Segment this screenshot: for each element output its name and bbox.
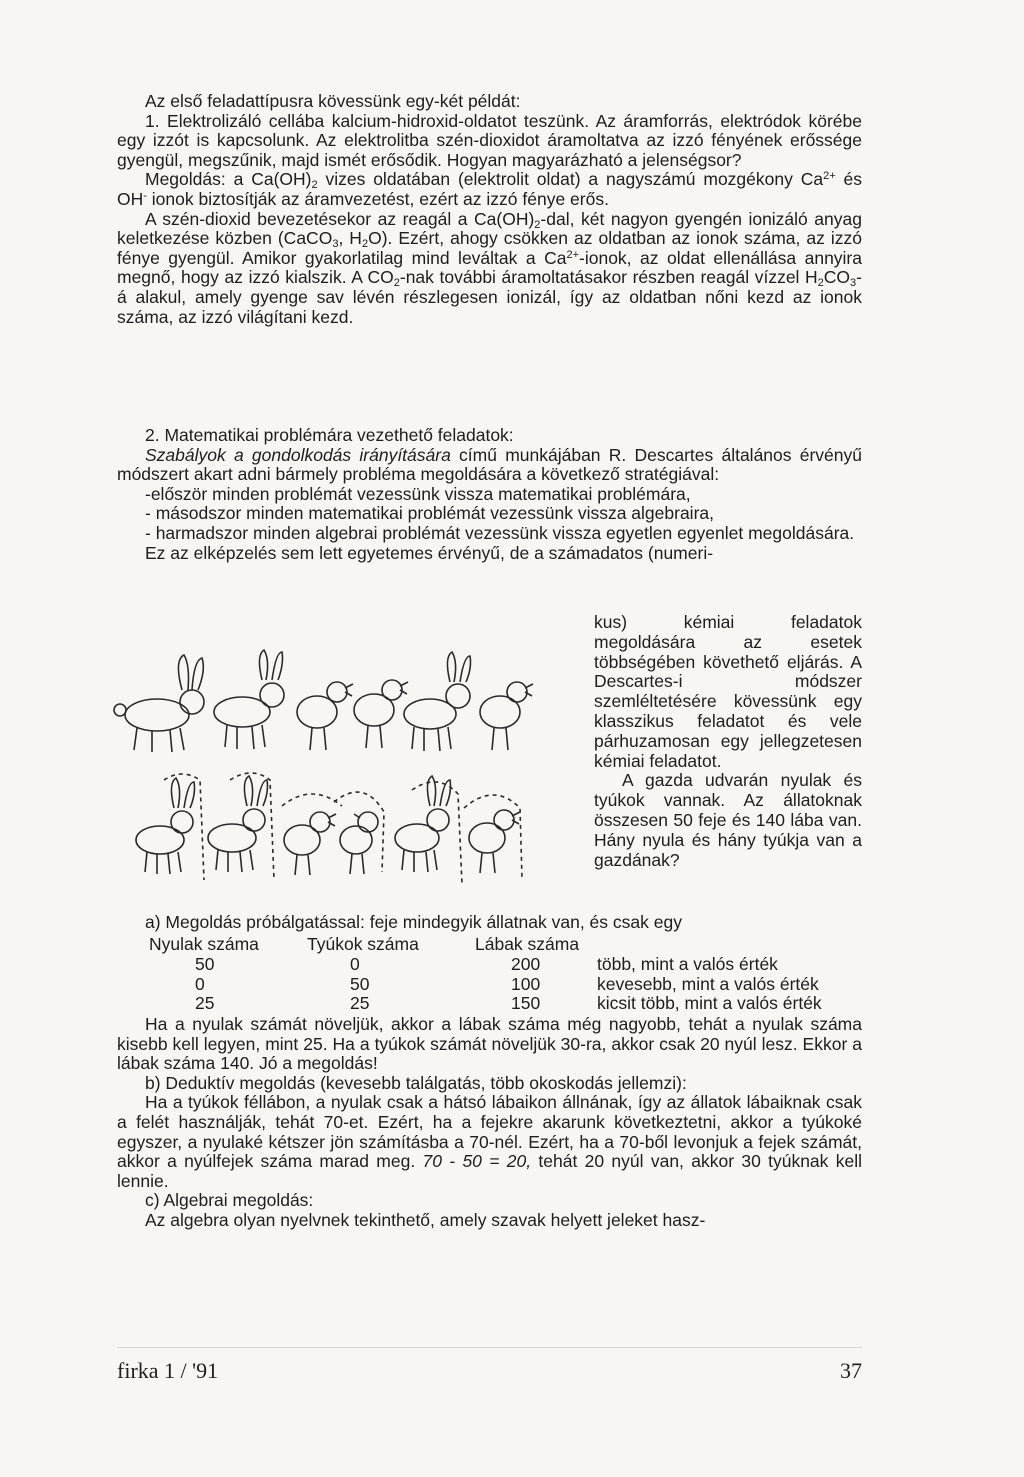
strategy-step-1: -először minden problémát vezessünk vissza matematikai problémára, <box>145 483 691 504</box>
subscript: 2 <box>534 218 541 231</box>
text-run: -nak további áramoltatásakor részben reagál vízzel H <box>399 267 818 288</box>
solution-a-intro <box>117 913 862 933</box>
table-cell: több, mint a valós érték <box>597 953 778 974</box>
table-cell: 50 <box>195 953 215 974</box>
descartes-paragraph <box>117 446 862 485</box>
text-run: O). Ezért, ahogy csökken az oldatban az ionok száma, az izzó fénye gyengül. Amikor gyakorlatilag mind leváltak a Ca <box>117 228 862 268</box>
rabbit-icon <box>136 774 204 880</box>
text-run: Ha a tyúkok féllábon, a nyulak csak a hátsó lábaikon állnának, így az állatok lábaiknak csak a felét használják, tehát 70-et. Ezért, ha a fejekre akarunk következtetni, akkor a tyúkoké egyszer, a nyulaké kétszer jön számításba a 70-nél. Ezért, ha a 70-ből levonjuk a fejek számát, akkor a nyúlfejek száma marad meg. <box>117 1092 862 1172</box>
text-run: Megoldás: a Ca(OH) <box>145 169 312 190</box>
intro-line: Az első feladattípusra kövessünk egy-két példát: <box>145 91 521 111</box>
text-run: című munkájában R. Descartes általános érvényű módszert akart adni bármely probléma megoldására a következő stratégiával: <box>117 444 862 485</box>
table-cell: 150 <box>511 993 541 1014</box>
trial-table <box>117 935 862 1014</box>
subscript: 3 <box>332 238 339 251</box>
side-paragraph: kus) kémiai feladatok megoldására az esetek többségében követhető eljárás. A Descartes-i módszer szemléltetésére kövessünk egy klasszikus feladatot és vele párhuzamosan egy jellegzetesen kémiai feladatot. <box>594 612 862 771</box>
solution-b-heading: b) Deduktív megoldás (kevesebb találgatás, több okoskodás jellemzi): <box>145 1072 687 1093</box>
rabbit-icon <box>395 776 462 884</box>
example-1-section <box>117 92 862 327</box>
table-row <box>117 955 862 975</box>
table-cell: 50 <box>350 973 370 994</box>
table-cell: 0 <box>350 953 360 974</box>
side-column <box>594 613 862 870</box>
subscript: 2 <box>361 238 369 251</box>
text-run: vizes oldatában (elektrolit oldat) a nagyszámú mozgékony Ca <box>317 169 824 190</box>
text-run: , H <box>338 228 362 249</box>
text-run: és OH <box>117 169 862 209</box>
table-cell: 200 <box>511 953 541 974</box>
table-header: Lábak száma <box>475 934 580 954</box>
solutions-section <box>117 1015 862 1231</box>
example-1-problem: 1. Elektrolizáló cellába kalcium-hidroxid-oldatot teszünk. Az áramforrás, elektródok körébe egy izzót is kapcsolunk. Az elektrolitba szén-dioxidot áramoltatva az izzó fényének erőssége gyengül, megszűnik, majd ismét erősődik. Hogyan magyarázható a jelenségsor? <box>117 110 862 170</box>
hen-icon <box>297 682 353 750</box>
equation: 70 - 50 = 20, <box>422 1151 532 1172</box>
table-header-row <box>117 935 862 955</box>
strategy-step-2: - másodszor minden matematikai problémát vezessünk vissza algebraira, <box>145 503 714 524</box>
rabbit-icon <box>114 655 204 752</box>
subscript: 2 <box>393 277 400 290</box>
numeric-paragraph-start: Ez az elképzelés sem lett egyetemes érvényű, de a számadatos (numeri- <box>145 542 714 563</box>
hen-icon <box>354 680 408 748</box>
text-run: A szén-dioxid bevezetésekor az reagál a Ca(OH) <box>145 208 535 229</box>
rabbit-icon <box>208 773 274 880</box>
table-header: Nyulak száma <box>149 934 259 954</box>
solution-a-line: a) Megoldás próbálgatással: feje mindegyik állatnak van, és csak egy <box>145 912 682 932</box>
rabbit-icon <box>404 652 471 751</box>
hen-icon <box>480 682 533 750</box>
superscript: 2+ <box>823 170 836 183</box>
last-line: Az algebra olyan nyelvnek tekinthető, amely szavak helyett jeleket hasz- <box>145 1209 706 1230</box>
table-cell: 0 <box>195 973 205 994</box>
table-cell: 25 <box>195 993 215 1014</box>
footer-divider <box>117 1347 862 1348</box>
table-cell: 25 <box>350 993 370 1014</box>
subscript: 3 <box>850 277 857 290</box>
rabbits-and-hens-illustration <box>112 630 582 900</box>
table-cell: kicsit több, mint a valós érték <box>597 993 822 1014</box>
table-row <box>117 994 862 1014</box>
superscript: 2+ <box>566 248 580 261</box>
page-number: 37 <box>840 1358 862 1383</box>
after-table-paragraph: Ha a nyulak számát növeljük, akkor a lábak száma még nagyobb, tehát a nyulak száma kisebb kell legyen, mint 25. Ha a tyúkok számát növeljük 30-ra, akkor csak 20 nyúl lesz. Ekkor a lábak száma 140. Jó a megoldás! <box>117 1014 862 1074</box>
strategy-step-3: - harmadszor minden algebrai problémát vezessünk vissza egyetlen egyenlet megoldására. <box>145 522 855 543</box>
solution-c-heading: c) Algebrai megoldás: <box>145 1190 314 1211</box>
page-footer <box>117 1358 862 1388</box>
subscript: 2 <box>817 277 824 290</box>
text-run: -dal, két nagyon gyengén ionizáló anyag keletkezése közben (CaCO <box>117 208 862 249</box>
hen-icon <box>464 795 522 878</box>
table-cell: 100 <box>511 973 541 994</box>
table-cell: kevesebb, mint a valós érték <box>597 973 819 994</box>
table-header: Tyúkok száma <box>307 934 419 954</box>
table-row <box>117 975 862 995</box>
example-1-explanation <box>117 210 862 328</box>
text-run: ionok biztosítják az áramvezetést, ezért az izzó fénye erős. <box>146 188 609 209</box>
text-run: CO <box>823 267 851 288</box>
text-run: tehát 20 nyúl van, akkor 30 tyúknak kell lennie. <box>117 1151 862 1191</box>
text-run: -ionok, az oldat ellenállása annyira megnő, hogy az izzó kialszik. A CO <box>117 247 862 288</box>
solution-b-paragraph <box>117 1093 862 1191</box>
hen-icon <box>282 794 342 875</box>
text-run: -á alakul, amely gyenge sav lévén részlegesen ionizál, így az oldatban nőni kezd az ionok száma, az izzó világítani kezd. <box>117 267 862 327</box>
book-title: Szabályok a gondolkodás irányítására <box>145 444 451 465</box>
example-2-heading: 2. Matematikai problémára vezethető feladatok: <box>145 425 514 445</box>
hen-icon <box>334 792 384 874</box>
example-1-solution <box>117 170 862 209</box>
subscript: 2 <box>311 179 318 192</box>
rabbit-icon <box>214 650 284 749</box>
farm-problem: A gazda udvarán nyulak és tyúkok vannak. Az állatoknak összesen 50 feje és 140 lába van. Hány nyula és hány tyúkja van a gazdának? <box>594 770 862 870</box>
superscript: - <box>143 189 147 202</box>
example-2-section <box>117 426 862 563</box>
journal-name: firka 1 / '91 <box>117 1358 219 1383</box>
